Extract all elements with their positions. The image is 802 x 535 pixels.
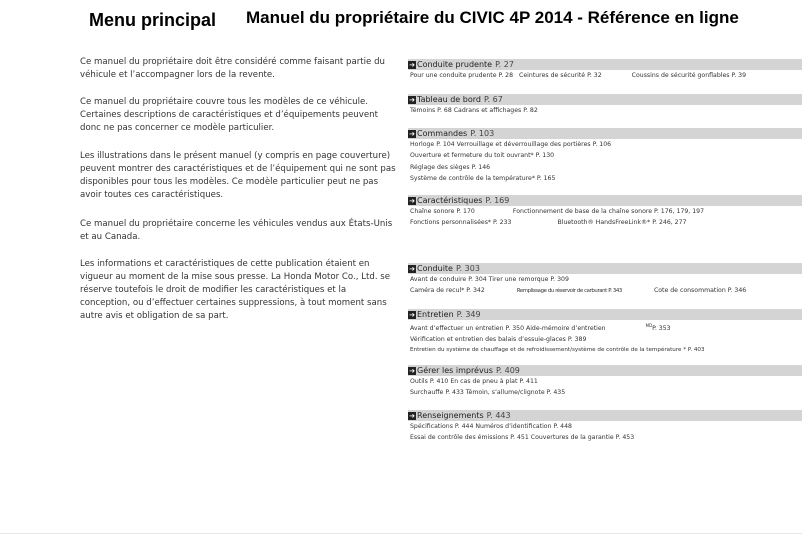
arrow-right-icon: ➔ [409, 411, 415, 420]
topic-link[interactable]: P. 353 [652, 325, 671, 333]
section-page-link[interactable]: P. 443 [486, 411, 511, 420]
topic-link[interactable]: Chaîne sonore P. 170 [410, 208, 475, 215]
topic-link[interactable]: Coussins de sécurité gonflables P. 39 [631, 72, 747, 79]
section-line [408, 173, 802, 184]
section-line [408, 320, 802, 334]
section-header[interactable] [408, 128, 802, 139]
intro-paragraph: Ce manuel du propriétaire doit être considéré comme faisant partie du véhicule et l’accompagner lors de la revente. [80, 57, 385, 80]
section-line [408, 421, 802, 432]
section-title[interactable]: Renseignements [417, 411, 484, 420]
topic-link[interactable]: Avant d’effectuer un entretien P. 350 Aide-mémoire d’entretien [410, 325, 606, 333]
section-header[interactable] [408, 94, 802, 105]
topic-link[interactable]: Bluetooth® HandsFreeLink®* P. 246, 277 [557, 219, 687, 226]
section-5 [408, 309, 802, 356]
section-line [408, 105, 802, 116]
arrow-right-icon: ➔ [409, 60, 415, 69]
topic-link[interactable]: Horloge P. 104 Verrouillage et déverrouillage des portières P. 106 [410, 141, 612, 148]
section-page-link[interactable]: P. 409 [495, 366, 520, 375]
topic-link[interactable]: Témoins P. 68 Cadrans et affichages P. 82 [410, 107, 538, 114]
md-mark: MD [645, 323, 653, 328]
section-title[interactable]: Entretien [417, 310, 454, 319]
section-7 [408, 410, 802, 443]
section-title[interactable]: Conduite prudente [417, 60, 493, 69]
section-page-link[interactable]: P. 67 [483, 95, 503, 104]
section-line [408, 376, 802, 387]
section-line [408, 139, 802, 150]
section-header[interactable] [408, 263, 802, 274]
section-page-link[interactable]: P. 349 [456, 310, 481, 319]
section-title[interactable]: Conduite [417, 264, 453, 273]
section-title[interactable]: Caractéristiques [417, 196, 483, 205]
section-header[interactable] [408, 309, 802, 320]
topic-link[interactable]: Ceintures de sécurité P. 32 [519, 72, 602, 79]
footer-divider [0, 533, 802, 534]
section-3 [408, 195, 802, 228]
topic-link[interactable]: Système de contrôle de la température* P. 165 [410, 175, 556, 182]
topic-link[interactable]: Réglage des sièges P. 146 [410, 164, 491, 171]
topic-link[interactable]: Vérification et entretien des balais d’essuie-glaces P. 389 [410, 336, 587, 344]
section-title[interactable]: Commandes [417, 129, 468, 138]
topic-link[interactable]: Entretien du système de chauffage et de refroidissement/système de contrôle de la température * P. 403 [410, 347, 705, 354]
topic-link[interactable]: Caméra de recul* P. 342 [410, 287, 485, 294]
section-1 [408, 94, 802, 116]
section-line [408, 217, 802, 228]
section-line [408, 285, 802, 297]
section-header[interactable] [408, 410, 802, 421]
page-title: Manuel du propriétaire du CIVIC 4P 2014 - Référence en ligne [246, 8, 739, 27]
arrow-right-icon: ➔ [409, 95, 415, 104]
section-line [408, 162, 802, 173]
section-page-link[interactable]: P. 27 [495, 60, 514, 69]
section-6 [408, 365, 802, 398]
section-line [408, 206, 802, 217]
arrow-right-icon: ➔ [409, 196, 415, 205]
section-title[interactable]: Tableau de bord [417, 95, 481, 104]
section-line [408, 274, 802, 285]
section-page-link[interactable]: P. 169 [485, 196, 510, 205]
section-line [408, 345, 802, 356]
section-line [408, 150, 802, 161]
topic-link[interactable]: Fonctionnement de base de la chaîne sonore P. 176, 179, 197 [512, 208, 705, 215]
section-line [408, 334, 802, 345]
main-menu-link[interactable]: Menu principal [89, 10, 217, 30]
intro-paragraph: Les informations et caractéristiques de cette publication étaient en vigueur au moment de la mise sous presse. La Honda Motor Co., Ltd. se réserve toutefois le droit de modifier les caractéristiques et la conception, ou d’effectuer certaines suppressions, à tout moment sans autre avis et obligation de sa part. [80, 259, 391, 321]
arrow-right-icon: ➔ [409, 310, 415, 319]
section-0 [408, 59, 802, 81]
topic-link[interactable]: Outils P. 410 En cas de pneu à plat P. 411 [410, 378, 538, 385]
section-line [408, 432, 802, 443]
topic-link[interactable]: Essai de contrôle des émissions P. 451 Couvertures de la garantie P. 453 [410, 434, 635, 441]
intro-paragraph: Ce manuel du propriétaire couvre tous les modèles de ce véhicule. Certaines descriptions de caractéristiques et d’équipements peuvent donc ne pas concerner ce modèle particulier. [80, 97, 378, 133]
arrow-right-icon: ➔ [409, 264, 415, 273]
section-page-link[interactable]: P. 303 [455, 264, 480, 273]
section-2 [408, 128, 802, 184]
section-4 [408, 263, 802, 297]
topic-link[interactable]: Cote de consommation P. 346 [653, 287, 747, 294]
section-title[interactable]: Gérer les imprévus [417, 366, 493, 375]
topic-link[interactable]: Pour une conduite prudente P. 28 [410, 72, 514, 79]
intro-paragraph: Les illustrations dans le présent manuel (y compris en page couverture) peuvent montrer des caractéristiques et de l’équipement qui ne sont pas disponibles pour tous les modèles. Ce modèle particulier peut ne pas avoir toutes ces caractéristiques. [80, 151, 396, 200]
topic-link[interactable]: Avant de conduire P. 304 Tirer une remorque P. 309 [410, 276, 569, 283]
topic-link[interactable]: Remplissage du réservoir de carburant P. 343 [516, 288, 622, 294]
topic-link[interactable]: Fonctions personnalisées* P. 233 [410, 219, 512, 226]
section-line [408, 70, 802, 81]
section-header[interactable] [408, 195, 802, 206]
intro-paragraph: Ce manuel du propriétaire concerne les véhicules vendus aux États-Unis et au Canada. [80, 219, 393, 242]
topic-link[interactable]: Ouverture et fermeture du toit ouvrant* P. 130 [410, 152, 555, 159]
topic-link[interactable]: Spécifications P. 444 Numéros d’identification P. 448 [410, 423, 572, 430]
arrow-right-icon: ➔ [409, 366, 415, 375]
section-header[interactable] [408, 365, 802, 376]
arrow-right-icon: ➔ [409, 129, 415, 138]
topic-link[interactable]: Surchauffe P. 433 Témoin, s’allume/clignote P. 435 [410, 389, 566, 396]
section-page-link[interactable]: P. 103 [470, 129, 495, 138]
section-header[interactable] [408, 59, 802, 70]
section-line [408, 387, 802, 398]
